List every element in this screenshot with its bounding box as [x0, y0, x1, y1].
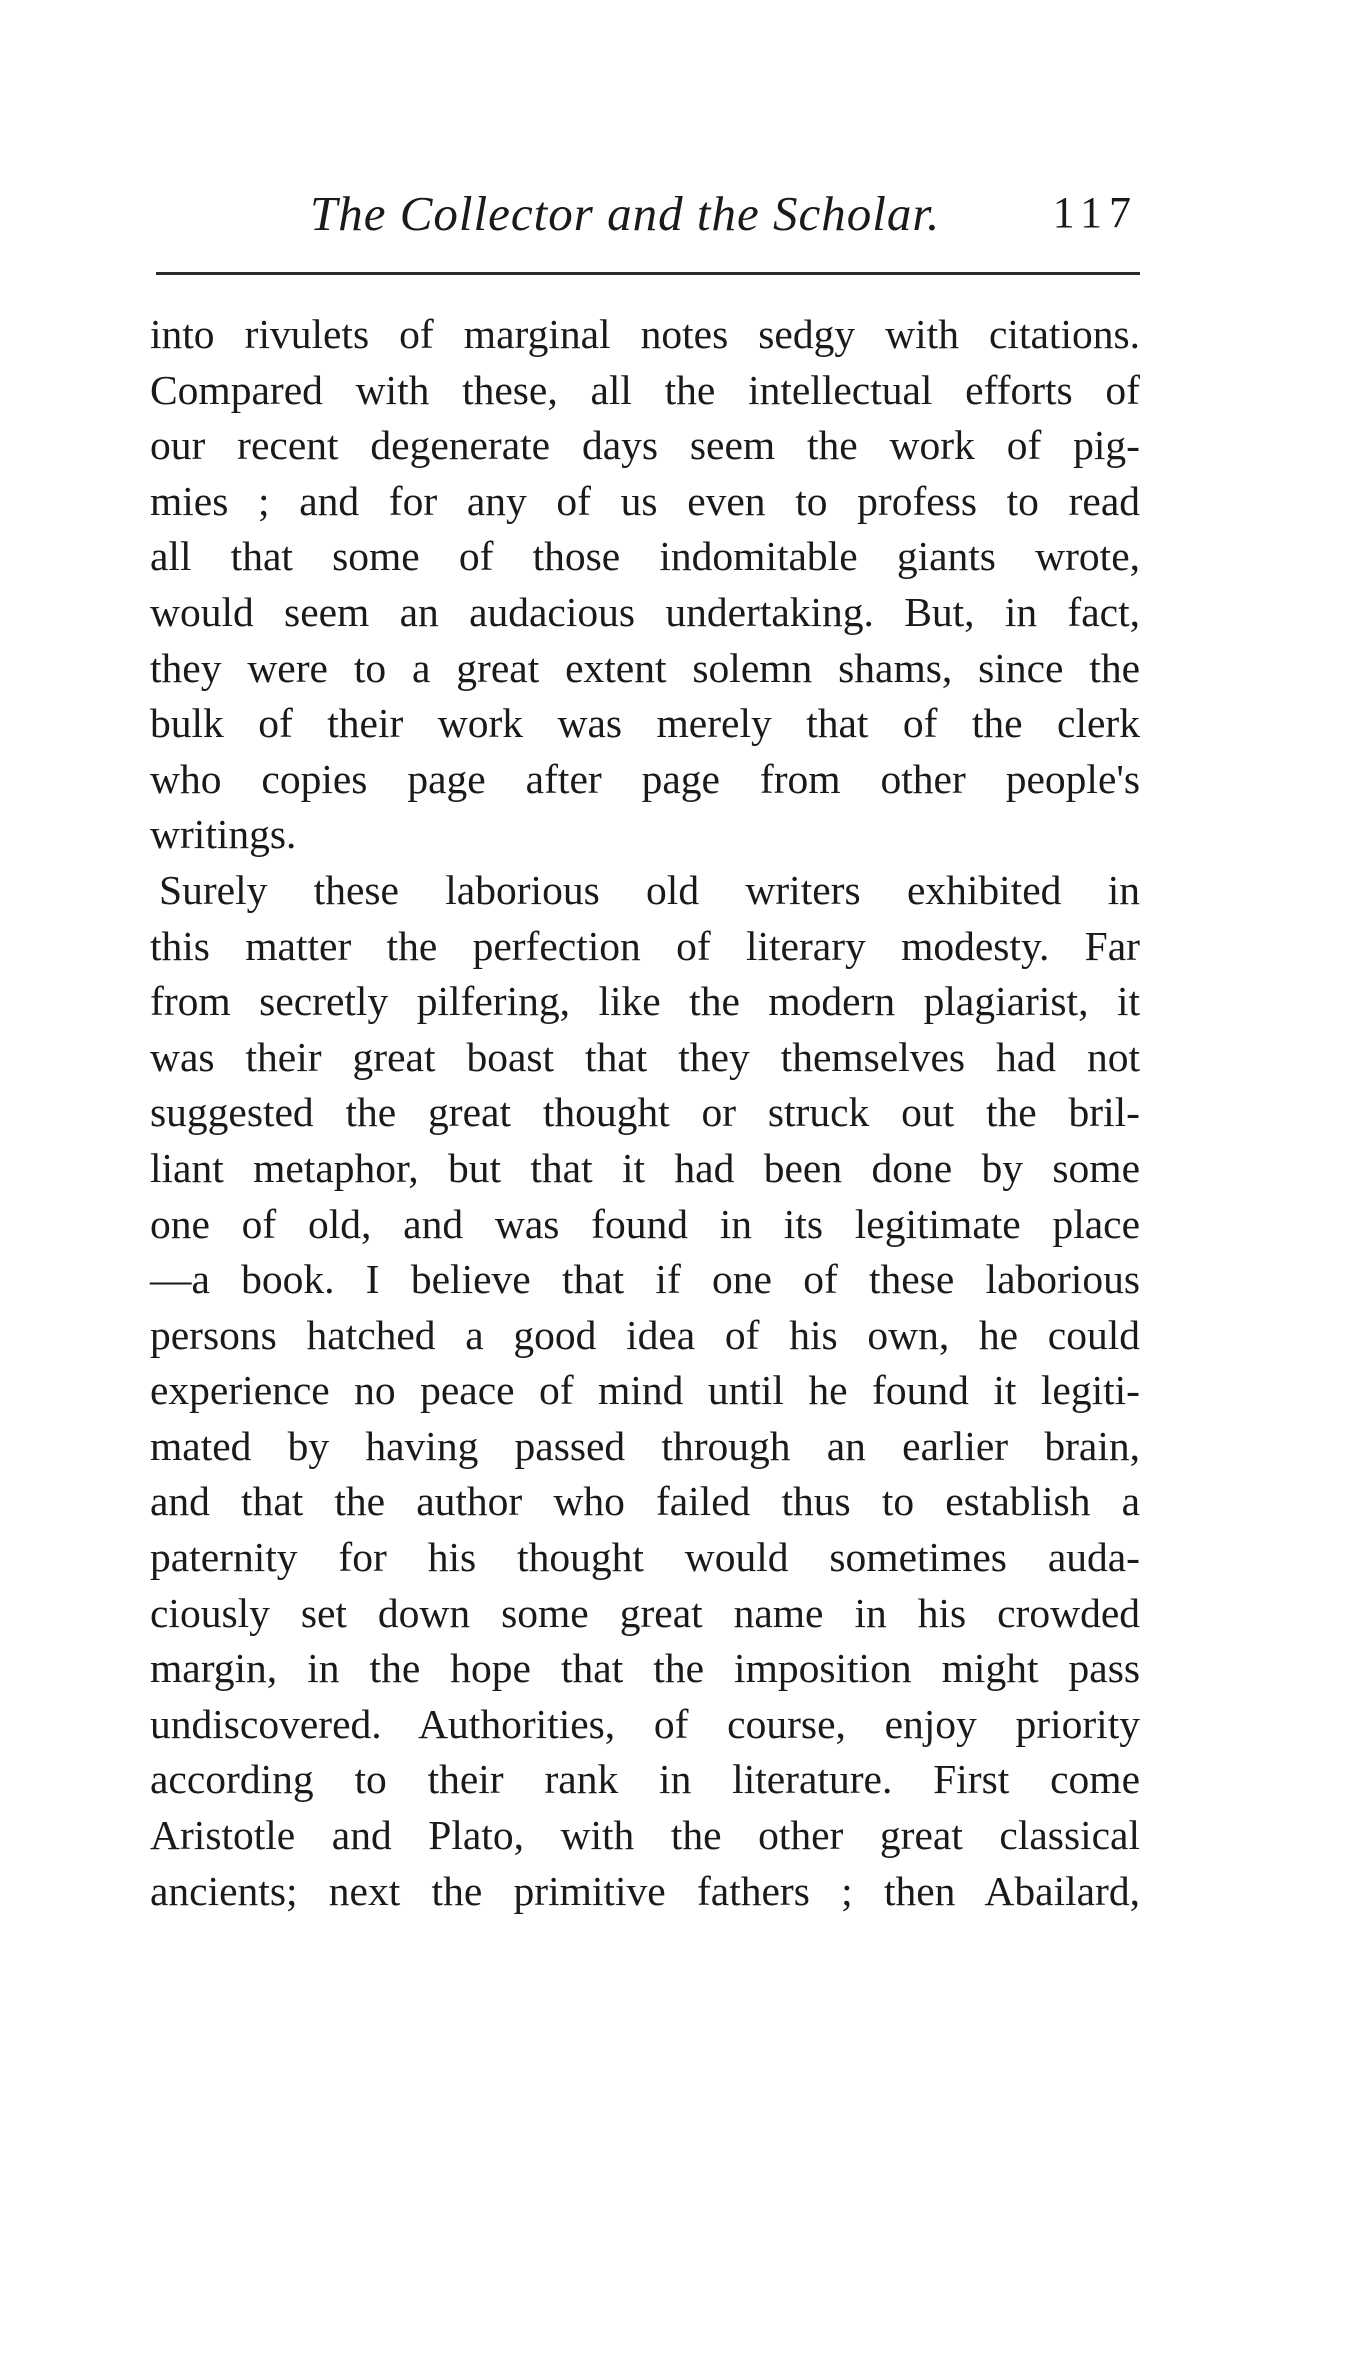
text-line: suggested the great thought or struck out the bril- — [150, 1089, 1140, 1136]
text-line: would seem an audacious undertaking. But, in fact, — [150, 588, 1140, 635]
running-title: The Collector and the Scholar. — [310, 186, 941, 241]
text-line: persons hatched a good idea of his own, he could — [150, 1311, 1140, 1358]
text-line: who copies page after page from other people's — [150, 755, 1140, 802]
text-line: bulk of their work was merely that of the clerk — [150, 700, 1140, 747]
text-line: all that some of those indomitable giants wrote, — [150, 533, 1140, 580]
text-line: undiscovered. Authorities, of course, enjoy priority — [150, 1700, 1140, 1747]
text-line: margin, in the hope that the imposition might pass — [150, 1645, 1140, 1692]
paragraph-start-line: Surely these laborious old writers exhibited in — [159, 866, 1140, 913]
text-line: Compared with these, all the intellectual efforts of — [150, 366, 1140, 413]
text-line: liant metaphor, but that it had been done by some — [150, 1144, 1140, 1191]
text-line: mies ; and for any of us even to profess to read — [150, 477, 1140, 524]
text-line: one of old, and was found in its legitimate place — [150, 1200, 1140, 1247]
text-line: experience no peace of mind until he found it legiti- — [150, 1367, 1140, 1414]
text-line: ancients; next the primitive fathers ; then Abailard, — [150, 1867, 1140, 1914]
text-line: this matter the perfection of literary modesty. Far — [150, 922, 1140, 969]
text-line: —a book. I believe that if one of these laborious — [150, 1256, 1140, 1303]
text-line: from secretly pilfering, like the modern plagiarist, it — [150, 978, 1140, 1025]
text-line: our recent degenerate days seem the work of pig- — [150, 422, 1140, 469]
text-line: and that the author who failed thus to establish a — [150, 1478, 1140, 1525]
body-text — [150, 307, 1140, 1919]
text-line: they were to a great extent solemn shams, since the — [150, 644, 1140, 691]
text-line: into rivulets of marginal notes sedgy with citations. — [150, 311, 1140, 357]
text-line: mated by having passed through an earlier brain, — [150, 1422, 1140, 1469]
text-line: according to their rank in literature. First come — [150, 1756, 1140, 1803]
text-line: paternity for his thought would sometimes auda- — [150, 1534, 1140, 1581]
text-line: Aristotle and Plato, with the other great classical — [150, 1812, 1140, 1859]
header-rule — [156, 272, 1140, 275]
text-line: was their great boast that they themselves had not — [150, 1033, 1140, 1080]
text-line: ciously set down some great name in his crowded — [150, 1589, 1140, 1636]
running-head — [150, 185, 1140, 245]
page-number: 117 — [1052, 188, 1138, 237]
paragraph-end-line: writings. — [150, 811, 297, 858]
